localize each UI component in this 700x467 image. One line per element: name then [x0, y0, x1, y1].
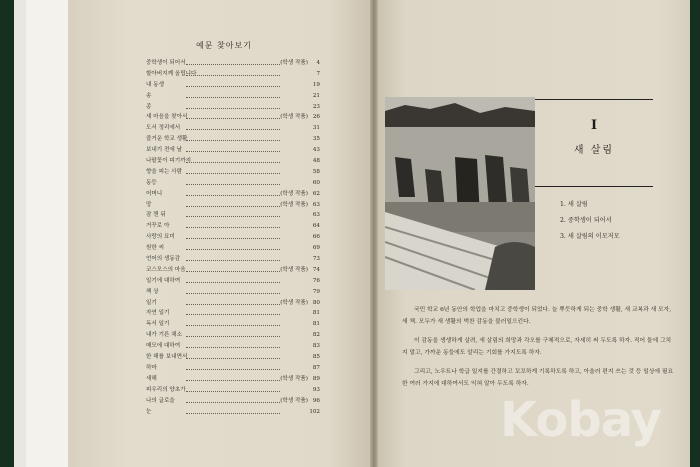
toc-entry-title: 종	[146, 103, 152, 110]
section-item: 2. 중학생이 되어서	[560, 217, 612, 224]
toc-entry-title: 송	[146, 92, 152, 99]
toc-entry	[146, 363, 320, 374]
toc-leader-dots	[186, 238, 280, 239]
toc-leader-dots	[186, 314, 280, 315]
toc-page-number: 89	[312, 375, 320, 382]
toc-leader-dots	[186, 75, 280, 76]
toc-title: 예문 찾아보기	[196, 41, 252, 50]
toc-entry-title: 새 마음을 찾아서	[146, 114, 188, 121]
toc-leader-dots	[186, 195, 280, 196]
toc-entry-title: 하마	[146, 364, 157, 371]
toc-entry	[146, 407, 320, 418]
toc-entry-title: 일기에 대하여	[146, 277, 181, 284]
chapter-title: 새 살림	[573, 145, 615, 156]
toc-page-number: 4	[316, 60, 320, 66]
harbor-photo-illustration	[385, 97, 535, 290]
toc-entry	[146, 134, 320, 145]
toc-entry	[146, 80, 320, 91]
toc-entry-title: 원한 씨	[146, 245, 164, 252]
toc-entry	[146, 221, 320, 232]
body-text	[402, 305, 674, 399]
toc-leader-dots	[186, 358, 280, 359]
toc-page-number: 83	[312, 343, 320, 350]
toc-entry	[146, 189, 320, 200]
toc-page-number: 48	[312, 158, 320, 165]
toc-entry-title: 나의 글로을	[146, 397, 175, 404]
toc-leader-dots	[186, 304, 280, 305]
toc-entry-title: 할아버지께 올립니다	[146, 70, 197, 77]
toc-page-number: 93	[312, 386, 320, 393]
toc-entry-title: 한 해를 보내면서	[146, 354, 188, 361]
toc-page-number: 31	[312, 125, 320, 132]
toc-page-number: 64	[312, 223, 320, 230]
toc-leader-dots	[186, 184, 280, 185]
toc-entry-author: (학생 작품)	[280, 397, 308, 404]
toc-leader-dots	[186, 282, 280, 283]
toc-entry	[146, 352, 320, 363]
toc-entry	[146, 243, 320, 254]
watermark: Kobay	[500, 392, 661, 448]
toc-page-number: 87	[312, 364, 320, 371]
toc-entry-title: 보내기 전에 날	[146, 147, 182, 154]
toc-page-number: 58	[312, 168, 320, 175]
toc-entry	[146, 91, 320, 102]
toc-entry	[146, 330, 320, 341]
toc-entry-title: 자연 일기	[146, 310, 170, 317]
toc-entry-title: 잠 깬 뒤	[146, 212, 166, 219]
toc-entry	[146, 396, 320, 407]
toc-entry-author: (학생 작품)	[280, 201, 308, 208]
toc-entry-title: 내가 기른 채소	[146, 332, 182, 339]
toc-page-number: 80	[312, 299, 320, 306]
toc-page-number: 82	[312, 332, 320, 339]
toc-leader-dots	[186, 336, 280, 337]
toc-entry-title: 언어의 생동감	[146, 256, 181, 263]
body-paragraph: 그리고, 노우트나 학급 일지를 간결하고 꼬꼬하게 기록하도록 하고, 아울러 편지 쓰는 것 등 일상에 필요한 여러 가지에 대하여서도 익혀 알아 두도록 하자.	[402, 369, 674, 387]
toc-entry	[146, 210, 320, 221]
toc-entry-author: (학생 작품)	[280, 299, 308, 306]
toc-page-number: 76	[312, 277, 320, 284]
toc-leader-dots	[186, 140, 280, 141]
toc-entry-title: 일기	[146, 299, 157, 306]
toc-entry-title: 코스모스의 마음	[146, 266, 186, 273]
toc-page-number: 35	[312, 136, 320, 143]
section-item: 3. 새 살림의 이모저모	[560, 233, 620, 240]
toc-leader-dots	[186, 108, 280, 109]
body-paragraph: 국민 학교 6년 동안의 학업을 마치고 중학생이 되었다. 늘 뿌듯하게 되는 중학 생활, 새 교복과 새 모자, 새 책. 모두가 새 생활의 벅찬 감동을 불러일으킨다.	[402, 307, 672, 325]
toc-page-number: 19	[312, 81, 320, 88]
toc-leader-dots	[186, 97, 280, 98]
toc-leader-dots	[186, 173, 280, 174]
toc-leader-dots	[186, 118, 280, 119]
toc-leader-dots	[186, 293, 280, 294]
toc-entry-title: 나팔꽃이 피기까지	[146, 158, 192, 165]
toc-leader-dots	[186, 391, 280, 392]
toc-leader-dots	[186, 260, 280, 261]
toc-leader-dots	[186, 402, 280, 403]
toc-entry	[146, 374, 320, 385]
toc-leader-dots	[186, 151, 280, 152]
toc-leader-dots	[186, 206, 280, 207]
toc-entry-author: (학생 작품)	[280, 60, 308, 66]
toc-entry-title: 피우리의 양초가	[146, 386, 186, 393]
toc-page-number: 66	[312, 234, 320, 241]
toc-page-number: 81	[312, 321, 320, 328]
toc-entry-title: 메모에 대하여	[146, 343, 181, 350]
toc-leader-dots	[186, 129, 280, 130]
toc-page-number: 62	[312, 190, 320, 197]
toc-entry	[146, 156, 320, 167]
toc-entry-author: (학생 작품)	[280, 375, 308, 382]
toc-leader-dots	[186, 380, 280, 381]
toc-page-number: 79	[312, 288, 320, 295]
toc-leader-dots	[186, 216, 280, 217]
toc-entry	[146, 276, 320, 287]
toc-entry-title: 중학생이 되어서	[146, 60, 186, 66]
toc-entry-title: 망	[146, 201, 152, 208]
toc-entry	[146, 254, 320, 265]
toc-entry-author: (학생 작품)	[280, 190, 308, 197]
toc-page-number: 63	[312, 201, 320, 208]
body-paragraph: 이 감동을 생생하게 살려, 새 살림의 희망과 각오를 구체적으로, 자세히 써 두도록 하자. 적어 둘에 그치지 말고, 가까운 동들에도 알리는 기회를 가지도록 하자.	[402, 338, 672, 356]
toc-entry	[146, 102, 320, 113]
toc-entry	[146, 167, 320, 178]
toc-entry	[146, 265, 320, 276]
toc-entry	[146, 308, 320, 319]
toc-leader-dots	[186, 413, 280, 414]
toc-page-number: 60	[312, 179, 320, 186]
chapter-number: I	[590, 118, 598, 133]
toc-leader-dots	[186, 325, 280, 326]
toc-entry-title: 책 상	[146, 288, 159, 295]
toc-entry	[146, 319, 320, 330]
toc-entry-title: 거꾸로 아	[146, 223, 170, 230]
toc-entry-author: (학생 작품)	[280, 114, 308, 121]
toc-entry	[146, 200, 320, 211]
toc-entry	[146, 385, 320, 396]
toc-entry-title: 독서 일기	[146, 321, 170, 328]
toc-page-number: 81	[312, 310, 320, 317]
toc-entry-author: (학생 작품)	[280, 266, 308, 273]
toc-entry	[146, 58, 320, 69]
toc-page-number: 7	[316, 70, 320, 77]
toc-leader-dots	[186, 162, 280, 163]
toc-page-number: 63	[312, 212, 320, 219]
toc-page-number: 26	[312, 114, 320, 121]
toc-page-number: 21	[312, 92, 320, 99]
toc-entry	[146, 123, 320, 134]
toc-page-number: 102	[309, 408, 320, 415]
toc-list	[146, 58, 320, 417]
toc-entry	[146, 287, 320, 298]
toc-leader-dots	[186, 369, 280, 370]
book-spine	[370, 0, 378, 467]
toc-entry	[146, 232, 320, 243]
toc-entry-title: 새해	[146, 375, 157, 382]
toc-entry-title: 어머니	[146, 190, 163, 197]
toc-entry	[146, 69, 320, 80]
toc-page-number: 23	[312, 103, 320, 110]
toc-entry-title: 내 동생	[146, 81, 164, 88]
section-item: 1. 새 살림	[560, 201, 588, 208]
toc-entry	[146, 112, 320, 123]
toc-leader-dots	[186, 227, 280, 228]
toc-page-number: 73	[312, 256, 320, 263]
toc-page-number: 74	[312, 266, 320, 273]
chapter-sections	[560, 197, 620, 245]
toc-page-number: 85	[312, 354, 320, 361]
toc-entry	[146, 298, 320, 309]
toc-entry-title: 즐거운 학교 생활	[146, 136, 188, 143]
toc-entry	[146, 341, 320, 352]
toc-entry-title: 눈	[146, 408, 152, 415]
toc-leader-dots	[186, 249, 280, 250]
toc-leader-dots	[186, 86, 280, 87]
toc-entry-title: 사랑의 묘미	[146, 234, 175, 241]
toc-page-number: 96	[312, 397, 320, 404]
toc-page-number: 69	[312, 245, 320, 252]
toc-entry-title: 향을 피는 사람	[146, 168, 182, 175]
toc-leader-dots	[186, 347, 280, 348]
harbor-photo	[385, 97, 535, 290]
toc-leader-dots	[186, 64, 280, 65]
toc-leader-dots	[186, 271, 280, 272]
toc-entry-title: 도서 정리에서	[146, 125, 181, 132]
toc-entry	[146, 178, 320, 189]
toc-page-number: 43	[312, 147, 320, 154]
toc-entry	[146, 145, 320, 156]
toc-entry-title: 동등	[146, 179, 157, 186]
